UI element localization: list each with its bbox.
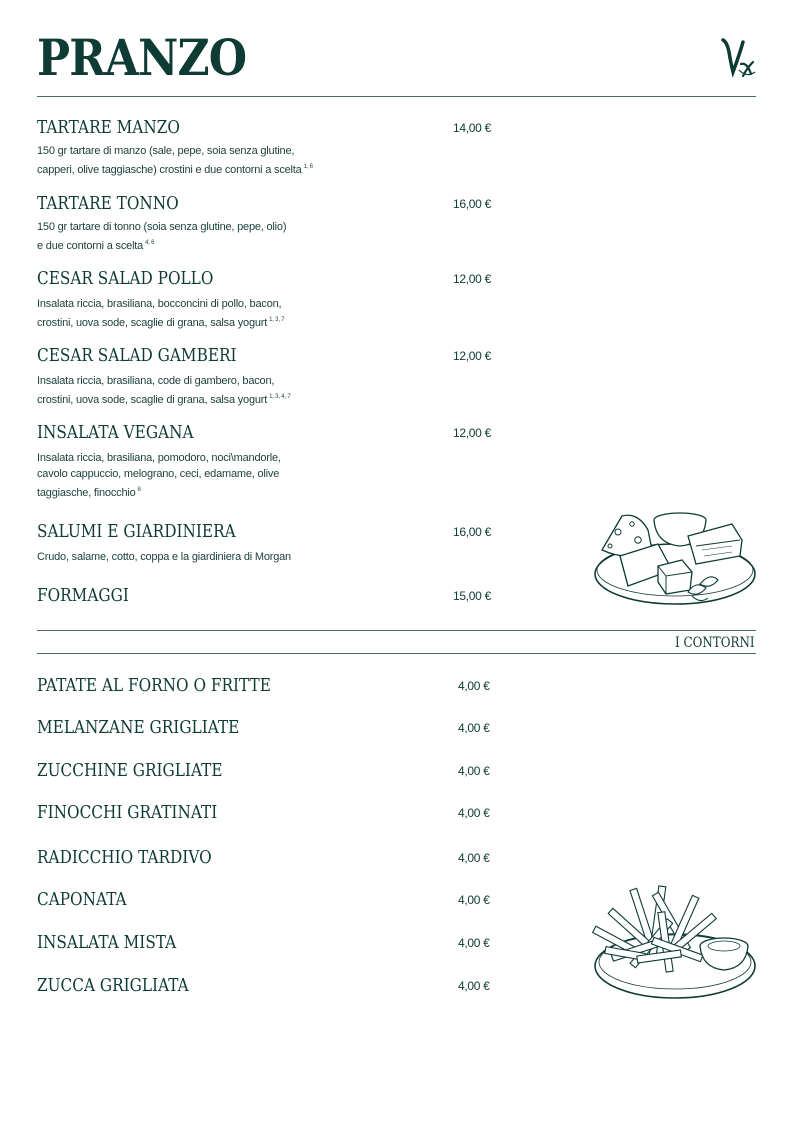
menu-item — [37, 193, 507, 254]
menu-item — [37, 345, 507, 408]
dish-name: FORMAGGI — [37, 585, 129, 606]
side-item — [37, 889, 142, 911]
side-name: RADICCHIO TARDIVO — [37, 847, 212, 868]
menu-item — [37, 521, 507, 565]
dish-price: 12,00 € — [453, 272, 491, 286]
dish-name: SALUMI E GIARDINIERA — [37, 521, 236, 542]
dish-description: Crudo, salame, cotto, coppa e la giardiniera di Morgan — [37, 551, 291, 563]
dish-name: CESAR SALAD POLLO — [37, 268, 214, 289]
dish-price: 15,00 € — [453, 589, 491, 603]
dish-price: 14,00 € — [453, 121, 491, 135]
page-title: PRANZO — [37, 28, 247, 87]
allergen-codes: 8 — [137, 487, 141, 493]
menu-item — [37, 585, 507, 607]
dish-name: TARTARE TONNO — [37, 193, 179, 214]
dish-name: INSALATA VEGANA — [37, 422, 194, 443]
dish-price: 12,00 € — [453, 426, 491, 440]
header-divider — [37, 96, 756, 97]
side-name: MELANZANE GRIGLIATE — [37, 717, 240, 738]
side-name: CAPONATA — [37, 889, 127, 910]
dish-description: 150 gr tartare di tonno (soia senza glutine, pepe, olio) e due contorni a scelta $^{4, 6}$ — [37, 221, 287, 252]
side-name: INSALATA MISTA — [37, 932, 177, 953]
dish-price: 16,00 € — [453, 525, 491, 539]
side-price: 4,00 € — [458, 679, 490, 693]
side-item — [37, 847, 242, 869]
side-price: 4,00 € — [458, 979, 490, 993]
allergen-codes: 4, 6 — [145, 240, 155, 246]
dish-description: 150 gr tartare di manzo (sale, pepe, soia senza glutine, capperi, olive taggiasche) crostini e due contorni a scelta $^{1, 6}$ — [37, 145, 313, 176]
allergen-codes: 1, 3, 4, 7 — [269, 394, 291, 400]
side-price: 4,00 € — [458, 764, 490, 778]
allergen-codes: 1, 6 — [303, 164, 313, 170]
side-price: 4,00 € — [458, 806, 490, 820]
side-item — [37, 932, 201, 954]
logo — [717, 34, 759, 80]
side-item — [37, 717, 275, 739]
section-divider-bottom — [37, 653, 756, 654]
dish-price: 12,00 € — [453, 349, 491, 363]
section-divider-top — [37, 630, 756, 631]
menu-item — [37, 268, 507, 331]
side-price: 4,00 € — [458, 893, 490, 907]
menu-item — [37, 422, 507, 501]
side-item — [37, 675, 312, 697]
side-name: ZUCCA GRIGLIATA — [37, 975, 189, 996]
section-title: I CONTORNI — [675, 635, 755, 651]
side-price: 4,00 € — [458, 851, 490, 865]
menu-item — [37, 117, 507, 178]
dish-name: CESAR SALAD GAMBERI — [37, 345, 237, 366]
side-item — [37, 760, 255, 782]
side-price: 4,00 € — [458, 721, 490, 735]
side-price: 4,00 € — [458, 936, 490, 950]
cheese-board-illustration — [592, 510, 758, 608]
side-name: PATATE AL FORNO O FRITTE — [37, 675, 271, 696]
dish-description: Insalata riccia, brasiliana, pomodoro, noci\mandorle, cavolo cappuccio, melograno, ceci, edamame, olive taggiasche, finocchio $^8$ — [37, 452, 281, 499]
dish-description: Insalata riccia, brasiliana, code di gambero, bacon, crostini, uova sode, scaglie di grana, salsa yogurt $^{1, 3, 4, 7}$ — [37, 375, 291, 406]
dish-price: 16,00 € — [453, 197, 491, 211]
side-item — [37, 802, 249, 824]
fries-illustration — [592, 884, 758, 1002]
dish-description: Insalata riccia, brasiliana, bocconcini di pollo, bacon, crostini, uova sode, scaglie di grana, salsa yogurt $^{1, 3, 7}$ — [37, 298, 285, 329]
side-item — [37, 975, 215, 997]
allergen-codes: 1, 3, 7 — [269, 317, 285, 323]
dish-name: TARTARE MANZO — [37, 117, 180, 138]
side-name: FINOCCHI GRATINATI — [37, 802, 218, 823]
side-name: ZUCCHINE GRIGLIATE — [37, 760, 223, 781]
